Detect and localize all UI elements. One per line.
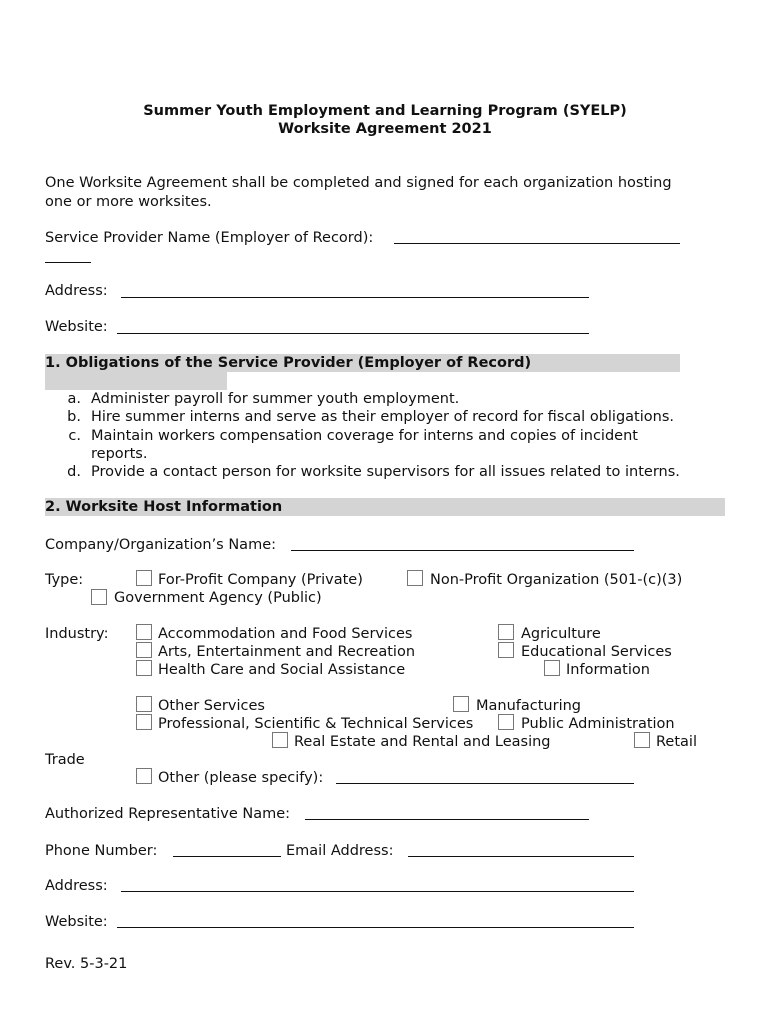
other-services-option-label: Other Services (158, 698, 265, 714)
non-profit-checkbox[interactable] (407, 570, 423, 586)
health-care-option-label: Health Care and Social Assistance (158, 662, 406, 678)
public-administration-option-label: Public Administration (521, 716, 675, 732)
accommodation-option-label: Accommodation and Food Services (158, 626, 413, 642)
list-text: Hire summer interns and serve as their employer of record for fiscal obligations. (91, 409, 674, 425)
email-field[interactable] (408, 856, 634, 857)
section1-heading: 1. Obligations of the Service Provider (Employer of Record) (45, 355, 532, 371)
company-name-label: Company/Organization’s Name: (45, 537, 277, 553)
company-name-field[interactable] (291, 550, 634, 551)
arts-option-label: Arts, Entertainment and Recreation (158, 644, 416, 660)
section1-heading-band-tail (45, 372, 227, 390)
trade-label: Trade (45, 752, 85, 768)
real-estate-option-label: Real Estate and Rental and Leasing (294, 734, 551, 750)
educational-checkbox[interactable] (498, 642, 514, 658)
other-services-checkbox[interactable] (136, 696, 152, 712)
document-subtitle: Worksite Agreement 2021 (278, 121, 492, 137)
intro-text-line1: One Worksite Agreement shall be completed and signed for each organization hosting (45, 175, 672, 191)
phone-field[interactable] (173, 856, 281, 857)
list-text: Provide a contact person for worksite supervisors for all issues related to interns. (91, 464, 680, 480)
public-administration-checkbox[interactable] (498, 714, 514, 730)
industry-label: Industry: (45, 626, 109, 642)
provider-website-field[interactable] (117, 333, 589, 334)
host-address-field[interactable] (121, 891, 634, 892)
other-specify-field[interactable] (336, 783, 634, 784)
arts-checkbox[interactable] (136, 642, 152, 658)
other-specify-checkbox[interactable] (136, 768, 152, 784)
retail-option-label: Retail (656, 734, 697, 750)
professional-option-label: Professional, Scientific & Technical Services (158, 716, 474, 732)
list-text: Administer payroll for summer youth employment. (91, 391, 460, 407)
provider-address-field[interactable] (121, 297, 589, 298)
list-marker: c. (68, 428, 81, 444)
host-address-label: Address: (45, 878, 108, 894)
manufacturing-option-label: Manufacturing (476, 698, 581, 714)
accommodation-checkbox[interactable] (136, 624, 152, 640)
other-specify-option-label: Other (please specify): (158, 770, 324, 786)
information-checkbox[interactable] (544, 660, 560, 676)
for-profit-option-label: For-Profit Company (Private) (158, 572, 363, 588)
provider-address-label: Address: (45, 283, 108, 299)
phone-label: Phone Number: (45, 843, 158, 859)
retail-checkbox[interactable] (634, 732, 650, 748)
email-label: Email Address: (286, 843, 394, 859)
provider-website-label: Website: (45, 319, 108, 335)
document-title: Summer Youth Employment and Learning Program (SYELP) (143, 103, 627, 119)
educational-option-label: Educational Services (521, 644, 672, 660)
non-profit-option-label: Non-Profit Organization (501-(c)(3) (430, 572, 683, 588)
health-care-checkbox[interactable] (136, 660, 152, 676)
list-marker: d. (67, 464, 81, 480)
government-option-label: Government Agency (Public) (114, 590, 322, 606)
section2-heading: 2. Worksite Host Information (45, 499, 283, 515)
provider-name-label: Service Provider Name (Employer of Record): (45, 230, 374, 246)
agriculture-option-label: Agriculture (521, 626, 601, 642)
host-website-label: Website: (45, 914, 108, 930)
information-option-label: Information (566, 662, 650, 678)
professional-checkbox[interactable] (136, 714, 152, 730)
provider-name-field-continued[interactable] (45, 262, 91, 263)
manufacturing-checkbox[interactable] (453, 696, 469, 712)
government-checkbox[interactable] (91, 589, 107, 605)
host-website-field[interactable] (117, 927, 634, 928)
revision-footer: Rev. 5-3-21 (45, 956, 128, 972)
intro-text-line2: one or more worksites. (45, 194, 212, 210)
list-marker: a. (67, 391, 81, 407)
for-profit-checkbox[interactable] (136, 570, 152, 586)
provider-name-field[interactable] (394, 243, 680, 244)
rep-name-field[interactable] (305, 819, 589, 820)
list-marker: b. (67, 409, 81, 425)
list-text: Maintain workers compensation coverage for interns and copies of incident (91, 428, 638, 444)
real-estate-checkbox[interactable] (272, 732, 288, 748)
agriculture-checkbox[interactable] (498, 624, 514, 640)
list-text: reports. (91, 446, 148, 462)
rep-name-label: Authorized Representative Name: (45, 806, 291, 822)
type-label: Type: (45, 572, 84, 588)
